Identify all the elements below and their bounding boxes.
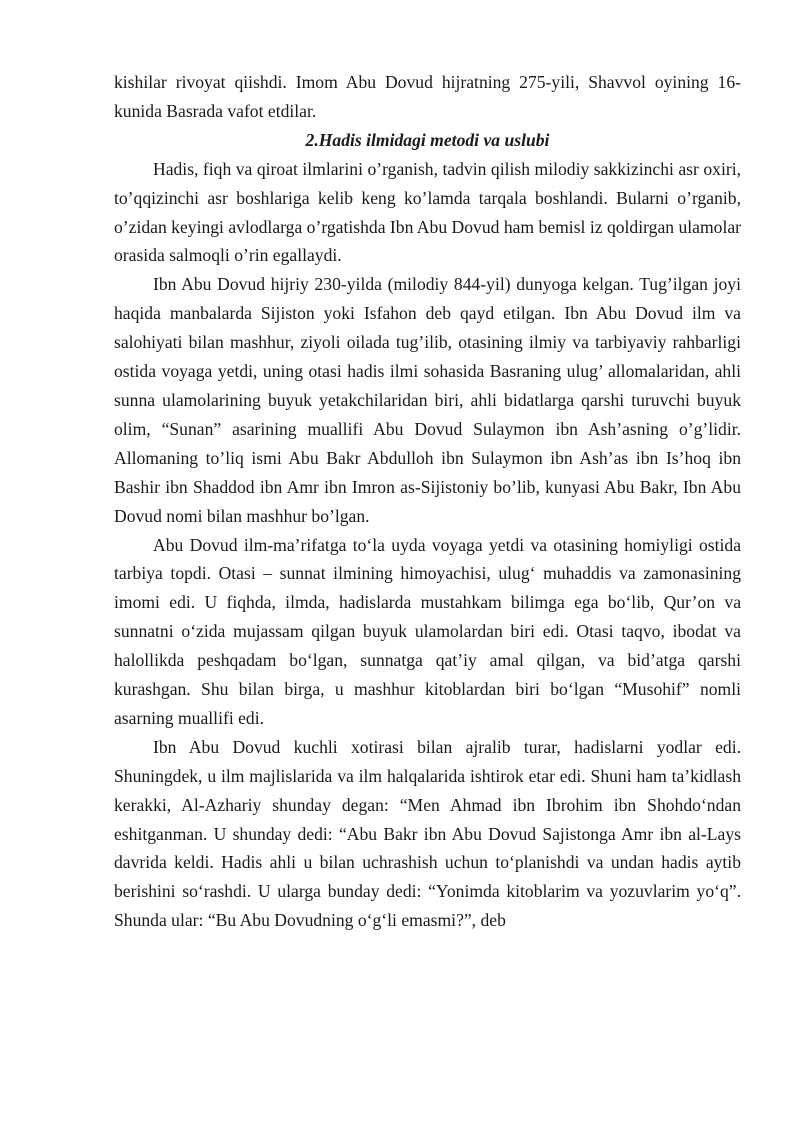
paragraph: Ibn Abu Dovud kuchli xotirasi bilan ajralib turar, hadislarni yodlar edi. Shuningdek, u ilm majlislarida va ilm halqalarida ishtirok etar edi. Shuni ham ta’kidlash kerakki, Al-Azhariy shunday degan: “Men Ahmad ibn Ibrohim ibn Shohdo‘ndan eshitganman. U shunday dedi: “Abu Bakr ibn Abu Dovud Sajistonga Amr ibn al-Lays davrida keldi. Hadis ahli u bilan uchrashish uchun to‘planishdi va undan hadis aytib berishini so‘rashdi. U ularga bunday dedi: “Yonimda kitoblarim va yozuvlarim yo‘q”. Shunda ular: “Bu Abu Dovudning o‘g‘li emasmi?”, deb	[114, 736, 741, 931]
paragraph-continuation: kishilar rivoyat qiishdi. Imom Abu Dovud hijratning 275-yili, Shavvol oyining 16-kunida Basrada vafot etdilar.	[114, 72, 741, 121]
paragraph: Ibn Abu Dovud hijriy 230-yilda (milodiy 844-yil) dunyoga kelgan. Tug’ilgan joyi haqida manbalarda Sijiston yoki Isfahon deb qayd etilgan. Ibn Abu Dovud ilm va salohiyati bilan mashhur, ziyoli oilada tug’ilib, otasining ilmiy va tarbiyaviy rahbarligi ostida voyaga yetdi, uning otasi hadis ilmi sohasida Basraning ulug’ allomalaridan, ahli sunna ulamolarining buyuk yetakchilaridan biri, ahli bidatlarga qarshi turuvchi buyuk olim, “Sunan” asarining muallifi Abu Dovud Sulaymon ibn Ash’asning o’g’lidir. Allomaning to’liq ismi Abu Bakr Abdulloh ibn Sulaymon ibn Ash’as ibn Is’hoq ibn Bashir ibn Shaddod ibn Amr ibn Imron as-Sijistoniy bo’lib, kunyasi Abu Bakr, Ibn Abu Dovud nomi bilan mashhur bo’lgan.	[114, 274, 741, 526]
document-page	[114, 68, 741, 935]
section-heading: 2.Hadis ilmidagi metodi va uslubi	[305, 129, 550, 150]
paragraph: Abu Dovud ilm-ma’rifatga to‘la uyda voyaga yetdi va otasining homiyligi ostida tarbiya topdi. Otasi – sunnat ilmining himoyachisi, ulug‘ muhaddis va zamonasining imomi edi. U fiqhda, ilmda, hadislarda mustahkam bilimga ega bo‘lib, Qur’on va sunnatni o‘zida mujassam qilgan buyuk ulamolardan biri edi. Otasi taqvo, ibodat va halollikda peshqadam bo‘lgan, sunnatga qat’iy amal qilgan, va bid’atga qarshi kurashgan. Shu bilan birga, u mashhur kitoblardan biri bo‘lgan “Musohif” nomli asarning muallifi edi.	[114, 534, 741, 728]
paragraph: Hadis, fiqh va qiroat ilmlarini o’rganish, tadvin qilish milodiy sakkizinchi asr oxiri, to’qqizinchi asr boshlariga kelib keng ko’lamda tarqala boshlandi. Bularni o’rganib, o’zidan keyingi avlodlarga o’rgatishda Ibn Abu Dovud ham bemisl iz qoldirgan ulamolar orasida salmoqli o’rin egallaydi.	[114, 158, 741, 266]
